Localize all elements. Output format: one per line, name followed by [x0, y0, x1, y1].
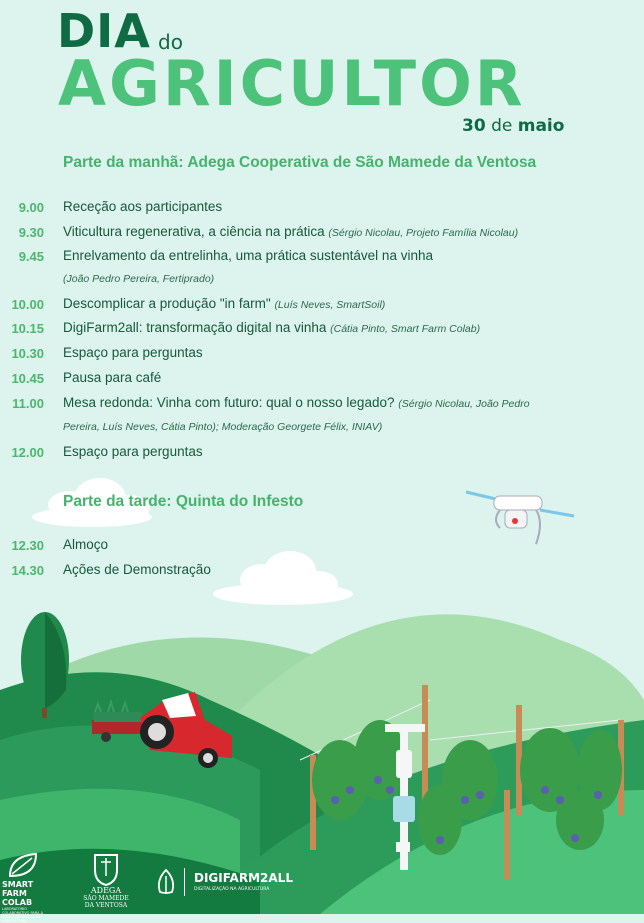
schedule-time: 14.30: [11, 563, 44, 578]
item-title: Enrelvamento da entrelinha, uma prática sustentável na vinha: [63, 248, 433, 263]
digifarm-tagline: DIGITALIZAÇÃO NA AGRICULTURA: [194, 887, 270, 892]
item-speakers: (Sérgio Nicolau, Projeto Família Nicolau): [328, 227, 519, 239]
item-title: Viticultura regenerativa, a ciência na prática: [63, 224, 325, 239]
schedule-item: [63, 370, 161, 385]
date-de: de: [491, 116, 513, 136]
schedule-time: 11.00: [12, 396, 44, 411]
schedule-item: [63, 199, 222, 214]
schedule-item: [63, 395, 530, 410]
item-title: DigiFarm2all: transformação digital na vinha: [63, 320, 327, 335]
title-do: do: [158, 30, 183, 54]
item-speakers: (Sérgio Nicolau, João Pedro: [398, 398, 530, 410]
schedule-time: 12.30: [11, 538, 44, 553]
title-dia: DIA: [57, 4, 151, 58]
item-title: Mesa redonda: Vinha com futuro: qual o nosso legado?: [63, 395, 395, 410]
schedule-time: 10.30: [11, 346, 44, 361]
adega-name-3: DA VENTOSA: [84, 902, 128, 909]
schedule-time: 9.30: [18, 225, 44, 240]
item-speakers: (Cátia Pinto, Smart Farm Colab): [330, 323, 481, 335]
schedule-time: 10.00: [11, 297, 44, 312]
schedule-item: [63, 345, 203, 360]
schedule-item: [63, 320, 480, 335]
schedule-time: 12.00: [11, 445, 44, 460]
item-title: Ações de Demonstração: [63, 562, 211, 577]
crest-icon: [92, 852, 120, 886]
smartfarm-logo: [2, 850, 56, 923]
item-speakers: (Luís Neves, SmartSoil): [274, 299, 386, 311]
schedule-time: 9.00: [18, 200, 44, 215]
adega-name-2: SÃO MAMEDE: [83, 895, 129, 902]
schedule-item: [63, 444, 203, 459]
item-title: Espaço para perguntas: [63, 345, 203, 360]
schedule-time: 10.15: [11, 321, 44, 336]
adega-logo: [76, 852, 136, 909]
drone-icon: [466, 492, 574, 544]
date-day: 30: [462, 116, 486, 136]
cloud-right: [213, 551, 353, 605]
leaf-icon: [154, 868, 178, 896]
schedule-item: [63, 248, 433, 263]
item-title: Pausa para café: [63, 370, 162, 385]
leaf-icon: [6, 850, 40, 880]
smartfarm-name-2: COLAB: [2, 898, 33, 907]
schedule-item: [63, 296, 385, 311]
item-title: Receção aos participantes: [63, 199, 223, 214]
title-agricultor: AGRICULTOR: [58, 47, 526, 120]
item-speakers: (João Pedro Pereira, Fertiprado): [63, 273, 215, 285]
digifarm-name: DIGIFARM2ALL: [194, 871, 293, 885]
item-speakers: Pereira, Luís Neves, Cátia Pinto); Moderação Georgete Félix, INIAV): [63, 421, 383, 433]
morning-heading: Parte da manhã: Adega Cooperativa de São Mamede da Ventosa: [63, 154, 537, 171]
afternoon-heading: Parte da tarde: Quinta do Infesto: [63, 493, 304, 510]
adega-name-1: ADEGA: [90, 886, 122, 895]
item-title: Descomplicar a produção "in farm": [63, 296, 271, 311]
schedule-item: [63, 224, 518, 239]
schedule-time: 10.45: [11, 371, 44, 386]
schedule-time: 9.45: [18, 249, 44, 264]
logo-divider: [184, 868, 185, 896]
smartfarm-tagline: LABORATÓRIO COLABORATIVO PARA A INOVAÇÃO DIGITAL NA AGRICULTURA: [2, 907, 43, 923]
event-date: [462, 116, 564, 136]
item-title: Almoço: [63, 537, 109, 552]
schedule-item: [63, 562, 211, 577]
smartfarm-name-1: SMART FARM: [2, 880, 34, 898]
schedule-item: [63, 537, 108, 552]
date-month: maio: [517, 116, 565, 136]
item-title: Espaço para perguntas: [63, 444, 203, 459]
